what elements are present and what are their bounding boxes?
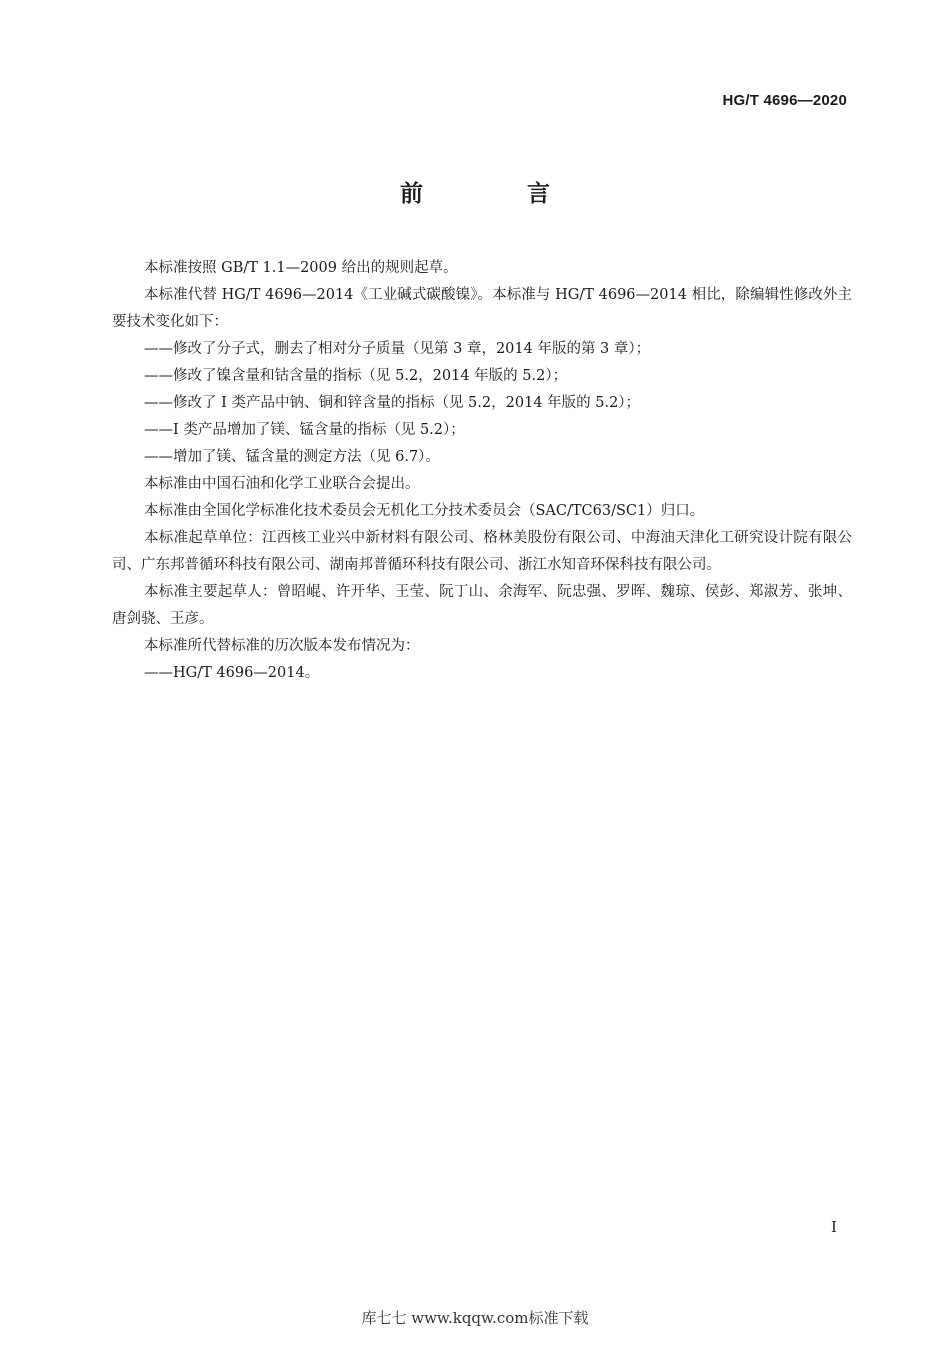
paragraph-drafters: 本标准主要起草人：曾昭崐、许开华、王莹、阮丁山、余海军、阮忠强、罗晖、魏琼、侯彭、郑淑芳、张坤、唐剑骁、王彦。 — [112, 584, 852, 627]
history-item: ——HG/T 4696—2014。 — [144, 665, 320, 681]
change-item: ——Ⅰ 类产品增加了镁、锰含量的指标（见 5.2）； — [144, 422, 465, 438]
paragraph-drafting-rules: 本标准按照 GB/T 1.1—2009 给出的规则起草。 — [144, 260, 458, 276]
paragraph-replacement: 本标准代替 HG/T 4696—2014《工业碱式碳酸镍》。本标准与 HG/T 4696—2014 相比，除编辑性修改外主要技术变化如下： — [112, 287, 852, 330]
standard-code: HG/T 4696—2020 — [722, 92, 847, 109]
paragraph-proposer: 本标准由中国石油和化学工业联合会提出。 — [144, 476, 420, 492]
change-item: ——增加了镁、锰含量的测定方法（见 6.7）。 — [144, 449, 440, 465]
paragraph-committee: 本标准由全国化学标准化技术委员会无机化工分技术委员会（SAC/TC63/SC1）归口。 — [144, 503, 705, 519]
watermark: 库七七 www.kqqw.com标准下载 — [361, 1309, 589, 1327]
paragraph-history: 本标准所代替标准的历次版本发布情况为： — [144, 638, 420, 654]
change-item: ——修改了 Ⅰ 类产品中钠、铜和锌含量的指标（见 5.2，2014 年版的 5.2）； — [144, 395, 641, 411]
paragraph-drafting-units: 本标准起草单位：江西核工业兴中新材料有限公司、格林美股份有限公司、中海油天津化工研究设计院有限公司、广东邦普循环科技有限公司、湖南邦普循环科技有限公司、浙江水知音环保科技有限公司。 — [112, 530, 852, 573]
page-number: I — [831, 1218, 837, 1236]
change-item: ——修改了镍含量和钴含量的指标（见 5.2，2014 年版的 5.2）； — [144, 368, 568, 384]
page-title: 前 言 — [399, 181, 598, 207]
foreword-body — [112, 255, 852, 687]
change-item: ——修改了分子式，删去了相对分子质量（见第 3 章，2014 年版的第 3 章）； — [144, 341, 651, 357]
